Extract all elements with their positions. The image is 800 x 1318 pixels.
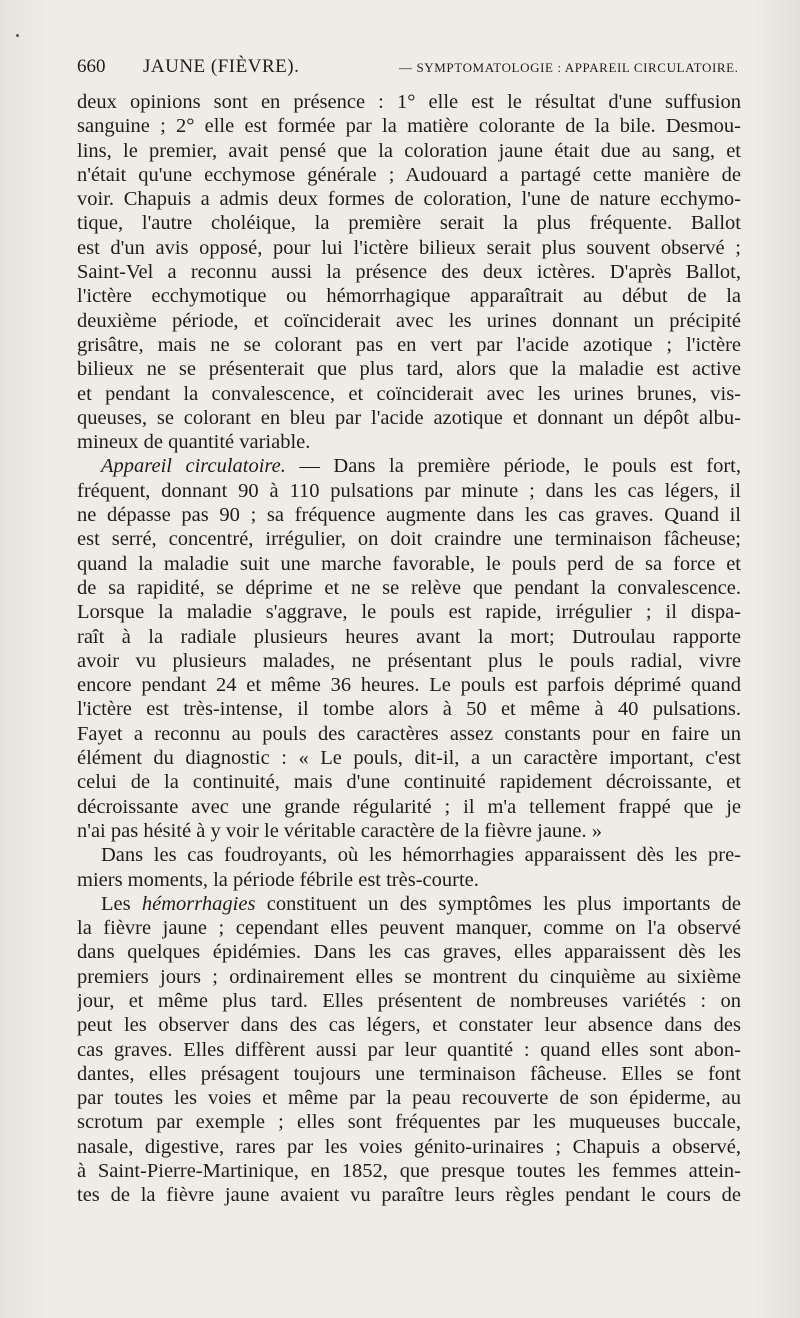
text-line (77, 625, 741, 649)
line-text: deuxième période, et coïnciderait avec les urines donnant un précipité (77, 309, 741, 332)
text-line (77, 163, 741, 187)
italic-term: Appareil circulatoire. (101, 455, 286, 478)
text-line (77, 1038, 741, 1062)
line-text: celui de la continuité, mais d'une continuité rapidement décroissante, et (77, 771, 741, 794)
text-line (77, 187, 741, 211)
line-text: n'ai pas hésité à y voir le véritable caractère de la fièvre jaune. » (77, 819, 603, 842)
line-text: n'était qu'une ecchymose générale ; Audouard a partagé cette manière de (77, 163, 741, 186)
line-text: l'ictère est très-intense, il tombe alors à 50 et même à 40 pulsations. (77, 698, 741, 721)
text-line (77, 1159, 741, 1183)
text-line (77, 430, 741, 454)
text-line (77, 333, 741, 357)
line-text: — Dans la première période, le pouls est fort, (285, 455, 741, 478)
text-line (77, 90, 741, 114)
text-lead: Les (101, 892, 142, 915)
line-text: quand la maladie suit une marche favorable, le pouls perd de sa force et (77, 552, 741, 575)
text-line (77, 236, 741, 260)
line-text: élément du diagnostic : « Le pouls, dit-il, a un caractère important, c'est (77, 747, 741, 770)
line-text: cas graves. Elles diffèrent aussi par leur quantité : quand elles sont abon- (77, 1038, 741, 1061)
line-text: dantes, elles présagent toujours une terminaison fâcheuse. Elles se font (77, 1062, 741, 1085)
line-text: voir. Chapuis a admis deux formes de coloration, l'une de nature ecchymo- (77, 188, 741, 211)
line-text: l'ictère ecchymotique ou hémorrhagique apparaîtrait au début de la (77, 285, 741, 308)
line-text: décroissante avec une grande régularité ; il m'a tellement frappé que je (77, 795, 741, 818)
text-line (77, 527, 741, 551)
text-line (77, 406, 741, 430)
line-text: Lorsque la maladie s'aggrave, le pouls est rapide, irrégulier ; il dispa- (77, 601, 741, 624)
text-line (77, 722, 741, 746)
line-text: premiers jours ; ordinairement elles se montrent du cinquième au sixième (77, 965, 741, 988)
text-line (77, 357, 741, 381)
text-line (77, 965, 741, 989)
line-text: queuses, se colorant en bleu par l'acide azotique et donnant un dépôt albu- (77, 406, 741, 429)
text-line (77, 382, 741, 406)
line-text: peut les observer dans des cas légers, et constater leur absence dans des (77, 1014, 741, 1037)
running-title: JAUNE (FIÈVRE). (143, 56, 300, 77)
text-line (77, 552, 741, 576)
line-text: jour, et même plus tard. Elles présentent de nombreuses variétés : on (77, 989, 741, 1012)
ink-speck (16, 34, 19, 37)
text-line (77, 746, 741, 770)
line-text: la fièvre jaune ; cependant elles peuvent manquer, comme on l'a observé (77, 917, 741, 940)
text-line (77, 284, 741, 308)
text-line (77, 989, 741, 1013)
line-text: Dans les cas foudroyants, où les hémorrhagies apparaissent dès les pre- (101, 844, 741, 867)
line-text: Fayet a reconnu au pouls des caractères assez constants pour en faire un (77, 722, 741, 745)
line-text: lins, le premier, avait pensé que la coloration jaune était due au sang, et (77, 139, 741, 162)
line-text: nasale, digestive, rares par les voies génito-urinaires ; Chapuis a observé, (77, 1135, 741, 1158)
line-text: tique, l'autre choléique, la première serait la plus fréquente. Ballot (77, 212, 741, 235)
line-text: est d'un avis opposé, pour lui l'ictère bilieux serait plus souvent observé ; (77, 236, 741, 259)
section-title: — SYMPTOMATOLOGIE : APPAREIL CIRCULATOIRE. (399, 60, 739, 75)
text-line (77, 916, 741, 940)
text-line (77, 114, 741, 138)
text-line (77, 1183, 741, 1207)
text-line (77, 770, 741, 794)
text-line (77, 1013, 741, 1037)
text-line (77, 1110, 741, 1134)
text-line (77, 211, 741, 235)
text-line (77, 309, 741, 333)
line-text: fréquent, donnant 90 à 110 pulsations par minute ; dans les cas légers, il (77, 479, 741, 502)
page-number: 660 (77, 56, 106, 77)
text-line (77, 697, 741, 721)
text-line (77, 454, 741, 478)
line-text: ne dépasse pas 90 ; sa fréquence augmente dans les cas graves. Quand il (77, 504, 741, 527)
line-text: à Saint-Pierre-Martinique, en 1852, que presque toutes les femmes attein- (77, 1160, 741, 1183)
text-line (77, 819, 741, 843)
text-line (77, 868, 741, 892)
line-text: constituent un des symptômes les plus importants de (255, 892, 741, 915)
text-line (77, 576, 741, 600)
text-line (77, 649, 741, 673)
line-text: sanguine ; 2° elle est formée par la matière colorante de la bile. Desmou- (77, 115, 741, 138)
line-text: et pendant la convalescence, et coïnciderait avec les urines brunes, vis- (77, 382, 741, 405)
text-line (77, 940, 741, 964)
italic-term: hémorrhagies (141, 892, 256, 915)
text-line (77, 1086, 741, 1110)
text-line (77, 673, 741, 697)
text-line (77, 260, 741, 284)
line-text: Saint-Vel a reconnu aussi la présence des deux ictères. D'après Ballot, (77, 261, 741, 284)
text-line (77, 139, 741, 163)
line-text: par toutes les voies et même par la peau recouverte de son épiderme, au (77, 1087, 741, 1110)
text-line (77, 1135, 741, 1159)
text-line (77, 795, 741, 819)
line-text: raît à la radiale plusieurs heures avant la mort; Dutroulau rapporte (77, 625, 741, 648)
text-line (77, 600, 741, 624)
line-text: avoir vu plusieurs malades, ne présentant plus le pouls radial, vivre (77, 649, 741, 672)
line-text: encore pendant 24 et même 36 heures. Le pouls est parfois déprimé quand (77, 674, 741, 697)
text-line (77, 843, 741, 867)
line-text: grisâtre, mais ne se colorant pas en vert par l'acide azotique ; l'ictère (77, 333, 741, 356)
line-text: deux opinions sont en présence : 1° elle est le résultat d'une suffusion (77, 91, 741, 113)
line-text: tes de la fièvre jaune avaient vu paraître leurs règles pendant le cours de (77, 1184, 741, 1207)
line-text: scrotum par exemple ; elles sont fréquentes par les muqueuses buccale, (77, 1111, 741, 1134)
text-line (77, 892, 741, 916)
running-header (77, 56, 741, 84)
line-text: mineux de quantité variable. (77, 431, 311, 454)
text-line (77, 1062, 741, 1086)
line-text: est serré, concentré, irrégulier, on doit craindre une terminaison fâcheuse; (77, 528, 741, 551)
line-text: bilieux ne se présenterait que plus tard, alors que la maladie est active (77, 358, 741, 381)
body-text (77, 90, 741, 1208)
line-text: miers moments, la période fébrile est très-courte. (77, 868, 479, 891)
line-text: de sa rapidité, se déprime et ne se relève que pendant la convalescence. (77, 576, 741, 599)
line-text: dans quelques épidémies. Dans les cas graves, elles apparaissent dès les (77, 941, 741, 964)
text-line (77, 479, 741, 503)
text-line (77, 503, 741, 527)
